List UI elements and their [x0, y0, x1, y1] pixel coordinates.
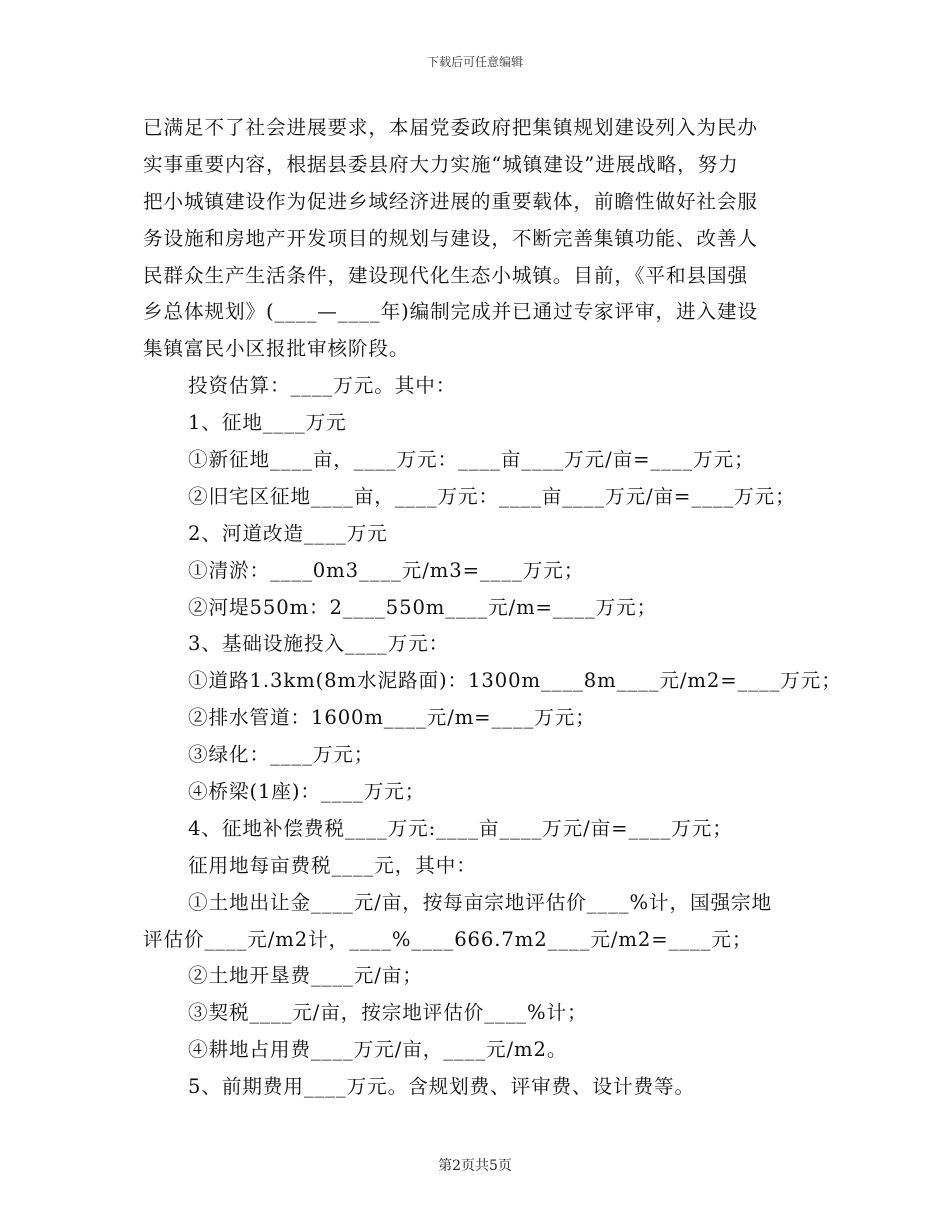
list-item: ②土地开垦费____元/亩；	[188, 964, 423, 988]
list-item: ②旧宅区征地____亩，____万元：____亩____万元/亩=____万元；	[188, 484, 796, 508]
paragraph-line: 乡总体规划》(____—____年)编制完成并已通过专家评审，进入建设	[143, 300, 759, 324]
list-item: ③绿化：____万元；	[188, 743, 375, 767]
list-item: ①道路1.3km(8m水泥路面)：1300m____8m____元/m2=____万元；	[188, 669, 842, 693]
list-item: ③契税____元/亩，按宗地评估价____%计；	[188, 1001, 588, 1025]
document-body	[143, 110, 842, 1106]
section-river-renovation: 2、河道改造____万元	[188, 521, 388, 545]
section-compensation-tax: 4、征地补偿费税____万元:____亩____万元/亩=____万元；	[188, 816, 733, 840]
page-footer: 第2页共5页	[438, 1158, 512, 1174]
paragraph-line: 把小城镇建设作为促进乡域经济进展的重要载体，前瞻性做好社会服	[143, 189, 758, 213]
paragraph-line: 民群众生产生活条件，建设现代化生态小城镇。目前，《平和县国强	[143, 263, 749, 287]
list-item: ④桥梁(1座)：____万元；	[188, 780, 426, 804]
investment-estimate: 投资估算：____万元。其中：	[188, 374, 457, 398]
section-infrastructure: 3、基础设施投入____万元：	[188, 632, 450, 656]
paragraph-line: 集镇富民小区报批审核阶段。	[143, 337, 410, 361]
list-item: ①清淤：____0m3____元/m3=____万元；	[188, 558, 585, 582]
list-item: ①土地出让金____元/亩，按每亩宗地评估价____%计，国强宗地	[188, 890, 772, 914]
section-land-acquisition: 1、征地____万元	[188, 411, 347, 435]
list-item: ①新征地____亩，____万元：____亩____万元/亩=____万元；	[188, 448, 755, 472]
list-item: 征用地每亩费税____元，其中：	[188, 853, 477, 877]
list-item: ④耕地占用费____万元/亩，____元/m2。	[188, 1038, 568, 1062]
list-item: ②河堤550m：2____550m____元/m=____万元；	[188, 595, 658, 619]
section-preliminary-costs: 5、前期费用____万元。含规划费、评审费、设计费等。	[188, 1075, 696, 1099]
paragraph-line: 已满足不了社会进展要求，本届党委政府把集镇规划建设列入为民办	[143, 116, 758, 139]
page-header: 下载后可任意编辑	[426, 55, 523, 69]
paragraph-line: 务设施和房地产开发项目的规划与建设，不断完善集镇功能、改善人	[143, 226, 758, 250]
paragraph-line: 实事重要内容，根据县委县府大力实施“城镇建设”进展战略，努力	[143, 152, 739, 176]
list-item: ②排水管道：1600m____元/m=____万元；	[188, 706, 596, 730]
list-item-continuation: 评估价____元/m2计，____%____666.7m2____元/m2=____元；	[143, 927, 753, 951]
